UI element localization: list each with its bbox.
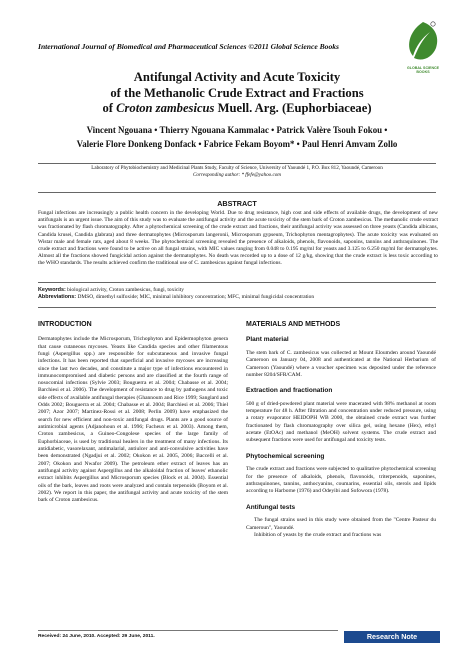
- subheading-phytochemical: Phytochemical screening: [246, 452, 325, 460]
- received-date: Received: 24 June, 2010. Accepted: 29 June, 2011.: [38, 634, 155, 639]
- article-title: [30, 70, 444, 117]
- leaf-logo-icon: [400, 18, 446, 66]
- affiliation: Laboratory of Phytobiochemistry and Medicinal Plants Study, Faculty of Science, University of Yaoundé 1, P.O. Box 812, Yaoundé, Cameroon Corresponding author: * ffefe@yahoo.com: [60, 165, 414, 179]
- title-line-3: of Croton zambesicus Muell. Arg. (Euphorbiaceae): [102, 101, 372, 116]
- author-list: [30, 124, 444, 152]
- subheading-extraction: Extraction and fractionation: [246, 387, 333, 395]
- section-heading-introduction: INTRODUCTION: [38, 321, 92, 328]
- abstract-heading: ABSTRACT: [217, 199, 257, 208]
- footer-divider: [38, 630, 338, 631]
- antifungal-paragraph-1: The fungal strains used in this study were obtained from the "Centre Pasteur du Cameroun", Yaoundé.: [246, 517, 436, 531]
- intro-paragraph: Dermatophytes include the Microsporum, Trichophyton and Epidermophyton genera that cause cutaneous mycoses. Yeasts like Candida species and other filamentous fungi (Aspergillus spp.) are responsible for subcutaneous and invasive fungal infections. It has been reported that superficial and invasive mycoses are increasing since the last two decades, and constitute a major type of infections encountered in immunocompromised and diabetic persons and are classified at the fourth range of nosocomial infections (Sylvie 2003; Bouguerra et al. 2004; Chabasse et al. 2004; Barchiesi et al. 2006). The development of resistance to drug by pathogens and toxic side effects of available antifungal therapies (Ghannoum and Rice 1999; Sanglard and Odds 2002; Bouguerra et al. 2004; Chabasse et al. 2004; Barchiesi et al. 2006; Thiel 2007; Azor 2007; Martinez-Rossi et al. 2008; Perlin 2009) have emphasized the search for new efficient and non-toxic antifungal drugs. Plants are a good source of antimicrobial agents (Adjanohoun et al. 1996; Facheux et al. 2003). Among them, Croton zambesicus, a Guineo-Congolese species of the large family of Euphorbiaceae, is used by traditional healers in the treatment of many infections. Its antidiabetic, vasorelaxant, antimalarial, antiulcer and anti-convulsive activities have been demonstrated (Ngadjui et al. 2002; Okokon et al. 2005, 2006; Baccelli et al. 2007; Okokon and Nwafor 2009). The petroleum ether extract of leaves has an antifungal activity against Aspergillus and the alkaloidal fraction of leaves' ethanolic extract inhibits Aspergillus and Microsporum species (Block et al. 2004). Essential oils of the bark, leaves and roots were analyzed and contain terpenoids (Boyom et al. 2002). We report in this paper, the antifungal activity and acute toxicity of the stem bark of Croton zambesicus.: [38, 336, 228, 504]
- divider: [38, 282, 436, 283]
- authors-line-2: Valerie Flore Donkeng Donfack • Fabrice Fekam Boyom* • Paul Henri Amvam Zollo: [76, 138, 398, 149]
- divider: [38, 192, 436, 193]
- phyto-paragraph: The crude extract and fractions were subjected to qualitative phytochemical screening for the presence of alkaloids, phenols, flavonoids, triterpenoids, saponines, anthraquinones, tannins, anthocyanins, coumarins, essential oils, sterols and lipids according to Harborne (1976) and Odeyibi and Sofowora (1978).: [246, 466, 436, 495]
- extraction-paragraph: 500 g of dried-powdered plant material were macerated with 98% methanol at room temperature for 48 h. After filtration and concentration under reduced pressure, using a rotary evaporator HEIDOPH WB 2000, the obtained crude extract was further fractionated by flash chromatography over silica gel, using hexane (Hex), ethyl acetate (EtOAc) and methanol (MeOH) solvent systems. The crude extract and subsequent fractions were used for antifungal and toxicity tests.: [246, 400, 436, 444]
- subheading-plant-material: Plant material: [246, 336, 289, 344]
- divider: [38, 163, 436, 164]
- research-note-badge: Research Note: [344, 631, 440, 643]
- abstract-text: Fungal infections are increasingly a public health concern in the developing World. Due to drug resistance, high cost and side effects of available drugs, the development of new antifungals is an urgent issue. The aim of this study was to evaluate the antifungal activity and the acute toxicity of the stem bark of Croton zambesicus. The methanolic crude extract was fractionated by flash chromatography. After a phytochemical screening of the crude extract and fractions, their antifungal activity was assessed on three yeasts (Candida albicans, Candida krusei, Candida glabrata) and three dermatophytes (Microsporum langeronii, Microsporum gypseum, Trichophyton mentagrophytes). The acute toxicity was evaluated on Wistar male and female rats, aged about 8 weeks. The phytochemical screening revealed the presence of alkaloids, phenols, flavonoids, saponins, tannins and anthraquinones. The crude extract and fractions were found to be active on all fungal strains, with MIC values ranging from 0.048 to 0.195 mg/ml for yeasts and 3.125 to 6.250 mg/ml for dermatophytes. Almost all the fractions showed fungicidal action against the dermatophytes. No death was recorded up to a dose of 12 g/kg, showing that the crude extract is less toxic according to the WHO standards. The results achieved confirm the traditional use of C. zambesicus against fungal infections.: [38, 210, 438, 267]
- right-column: [246, 320, 436, 539]
- subheading-antifungal: Antifungal tests: [246, 503, 296, 511]
- antifungal-paragraph-2: Inhibition of yeasts by the crude extract and fractions was: [254, 531, 382, 538]
- title-line-2: of the Methanolic Crude Extract and Fractions: [110, 85, 364, 100]
- left-column: [38, 320, 228, 504]
- section-heading-methods: MATERIALS AND METHODS: [246, 321, 341, 328]
- journal-header: International Journal of Biomedical and Pharmaceutical Sciences ©2011 Global Science Books: [38, 42, 339, 51]
- corresponding-author: Corresponding author: * ffefe@yahoo.com: [193, 172, 281, 179]
- plant-paragraph: The stem bark of C. zambesicus was collected at Mount Eloumden around Yaoundé Cameroon on January 04, 2008 and authenticated at the National Herbarium of Cameroon (Yaoundé) where a voucher specimen was deposited under the reference number 8204/SFR/CAM.: [246, 349, 436, 378]
- divider: [38, 307, 436, 308]
- keywords-block: Keywords: biological activity, Croton zambesicus, fungi, toxicity Abbreviations: DMSO, dimethyl sulfoxide; MIC, minimal inhibitory concentration; MFC, minimal fungicidal concentration: [38, 287, 315, 301]
- authors-line-1: Vincent Ngouana • Thierry Ngouana Kammalac • Patrick Valère Tsouh Fokou •: [86, 125, 388, 135]
- publisher-name: GLOBAL SCIENCE BOOKS: [406, 66, 440, 75]
- title-line-1: Antifungal Activity and Acute Toxicity: [133, 70, 341, 84]
